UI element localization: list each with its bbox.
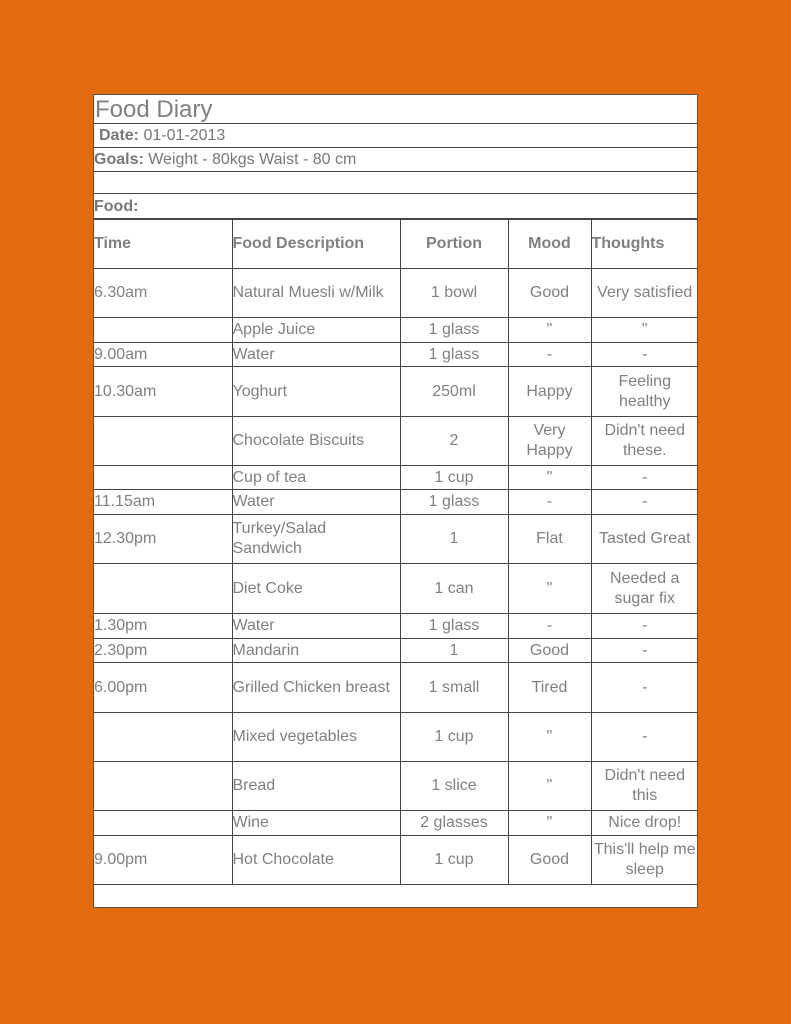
portion-cell: 1 cup <box>400 713 508 762</box>
table-row <box>94 515 698 564</box>
table-row <box>94 343 698 367</box>
food-description-cell: Grilled Chicken breast <box>232 663 400 713</box>
thoughts-cell: - <box>591 713 698 762</box>
date-row <box>94 124 697 148</box>
thoughts-cell: Very satisfied <box>591 269 698 318</box>
time-cell: 6.00pm <box>94 663 232 713</box>
food-description-cell: Mandarin <box>232 639 400 663</box>
table-row <box>94 564 698 614</box>
mood-cell: Happy <box>508 367 591 417</box>
portion-cell: 1 glass <box>400 490 508 515</box>
blank-footer-row <box>94 885 697 907</box>
table-row <box>94 490 698 515</box>
thoughts-cell: Didn't need these. <box>591 417 698 466</box>
time-cell <box>94 811 232 836</box>
thoughts-cell: Needed a sugar fix <box>591 564 698 614</box>
portion-cell: 1 glass <box>400 343 508 367</box>
table-row <box>94 639 698 663</box>
mood-cell: " <box>508 762 591 811</box>
time-cell <box>94 713 232 762</box>
mood-cell: Flat <box>508 515 591 564</box>
table-row <box>94 836 698 885</box>
mood-cell: Good <box>508 269 591 318</box>
mood-cell: Good <box>508 836 591 885</box>
table-row <box>94 811 698 836</box>
header-mood: Mood <box>508 220 591 269</box>
food-description-cell: Bread <box>232 762 400 811</box>
portion-cell: 1 glass <box>400 614 508 639</box>
header-food-description: Food Description <box>232 220 400 269</box>
food-description-cell: Water <box>232 343 400 367</box>
thoughts-cell: - <box>591 343 698 367</box>
food-description-cell: Natural Muesli w/Milk <box>232 269 400 318</box>
thoughts-cell: This'll help me sleep <box>591 836 698 885</box>
page-title: Food Diary <box>94 95 697 124</box>
food-description-cell: Chocolate Biscuits <box>232 417 400 466</box>
thoughts-cell: Feeling healthy <box>591 367 698 417</box>
food-description-cell: Water <box>232 490 400 515</box>
portion-cell: 1 bowl <box>400 269 508 318</box>
portion-cell: 1 cup <box>400 836 508 885</box>
food-diary-table <box>94 219 698 885</box>
food-description-cell: Yoghurt <box>232 367 400 417</box>
food-diary-page <box>93 94 698 908</box>
food-description-cell: Cup of tea <box>232 466 400 490</box>
portion-cell: 1 cup <box>400 466 508 490</box>
portion-cell: 2 glasses <box>400 811 508 836</box>
time-cell: 1.30pm <box>94 614 232 639</box>
food-label: Food: <box>94 194 697 219</box>
thoughts-cell: Didn't need this <box>591 762 698 811</box>
header-thoughts: Thoughts <box>591 220 698 269</box>
portion-cell: 250ml <box>400 367 508 417</box>
goals-value: Weight - 80kgs Waist - 80 cm <box>143 151 357 168</box>
date-label: Date: <box>99 127 140 144</box>
portion-cell: 1 slice <box>400 762 508 811</box>
mood-cell: - <box>508 614 591 639</box>
table-row <box>94 367 698 417</box>
mood-cell: Good <box>508 639 591 663</box>
thoughts-cell: Tasted Great <box>591 515 698 564</box>
thoughts-cell: - <box>591 663 698 713</box>
portion-cell: 1 <box>400 639 508 663</box>
blank-row <box>94 172 697 194</box>
thoughts-cell: - <box>591 466 698 490</box>
table-row <box>94 318 698 343</box>
mood-cell: " <box>508 466 591 490</box>
table-row <box>94 713 698 762</box>
portion-cell: 1 <box>400 515 508 564</box>
mood-cell: - <box>508 490 591 515</box>
time-cell: 12.30pm <box>94 515 232 564</box>
table-row <box>94 614 698 639</box>
goals-label: Goals: <box>94 151 144 168</box>
food-description-cell: Hot Chocolate <box>232 836 400 885</box>
mood-cell: Tired <box>508 663 591 713</box>
food-description-cell: Wine <box>232 811 400 836</box>
thoughts-cell: Nice drop! <box>591 811 698 836</box>
table-row <box>94 269 698 318</box>
time-cell <box>94 318 232 343</box>
thoughts-cell: - <box>591 639 698 663</box>
mood-cell: " <box>508 564 591 614</box>
time-cell <box>94 564 232 614</box>
mood-cell: " <box>508 318 591 343</box>
time-cell: 10.30am <box>94 367 232 417</box>
thoughts-cell: " <box>591 318 698 343</box>
portion-cell: 1 glass <box>400 318 508 343</box>
mood-cell: " <box>508 713 591 762</box>
food-description-cell: Apple Juice <box>232 318 400 343</box>
time-cell: 9.00am <box>94 343 232 367</box>
goals-row <box>94 148 697 172</box>
header-time: Time <box>94 220 232 269</box>
time-cell: 6.30am <box>94 269 232 318</box>
date-value: 01-01-2013 <box>139 127 226 144</box>
table-row <box>94 466 698 490</box>
table-row <box>94 762 698 811</box>
food-description-cell: Turkey/Salad Sandwich <box>232 515 400 564</box>
table-row <box>94 663 698 713</box>
mood-cell: " <box>508 811 591 836</box>
portion-cell: 1 can <box>400 564 508 614</box>
header-portion: Portion <box>400 220 508 269</box>
time-cell: 2.30pm <box>94 639 232 663</box>
time-cell <box>94 466 232 490</box>
food-description-cell: Water <box>232 614 400 639</box>
food-description-cell: Diet Coke <box>232 564 400 614</box>
time-cell: 9.00pm <box>94 836 232 885</box>
time-cell: 11.15am <box>94 490 232 515</box>
thoughts-cell: - <box>591 614 698 639</box>
table-row <box>94 417 698 466</box>
time-cell <box>94 417 232 466</box>
portion-cell: 2 <box>400 417 508 466</box>
portion-cell: 1 small <box>400 663 508 713</box>
mood-cell: - <box>508 343 591 367</box>
mood-cell: Very Happy <box>508 417 591 466</box>
time-cell <box>94 762 232 811</box>
food-description-cell: Mixed vegetables <box>232 713 400 762</box>
thoughts-cell: - <box>591 490 698 515</box>
table-header-row <box>94 220 698 269</box>
